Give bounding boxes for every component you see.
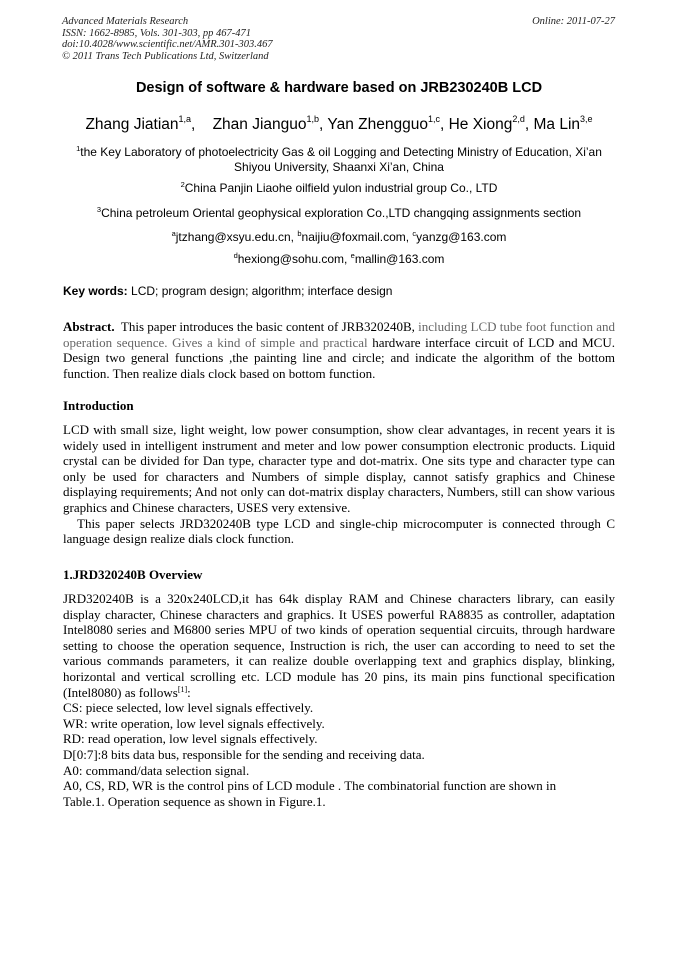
keywords-text: LCD; program design; algorithm; interface design <box>127 284 393 298</box>
paragraph: LCD with small size, light weight, low power consumption, show clear advantages, in recent years it is widely used in intelligent instrument and meter and low power consumption electronic products. Liquid crystal can be divided for Dan type, character type and dot-matrix. One sits type and character type can only be used for characters and Numbers of simple display, cannot satisfy graphics and Chinese displaying requirements; And not only can dot-matrix display characters, Numbers, still can show various graphics and Chinese characters, USES very extensive. <box>63 422 615 515</box>
pin-line: WR: write operation, low level signals effectively. <box>63 715 325 731</box>
author-name: Ma Lin <box>533 116 581 133</box>
introduction-body <box>63 422 615 547</box>
affiliation-text: the Key Laboratory of photoelectricity Gas & oil Logging and Detecting Ministry of Education, Xi’an Shiyou University, Shaanxi Xi’an, China <box>80 145 602 174</box>
abstract-text-gray: including LCD tube foot function and operation sequence. Gives a kind of simple and practical <box>63 319 616 350</box>
author-name: Zhang Jiatian <box>85 116 179 133</box>
email-mark: b <box>297 229 302 238</box>
keywords-label: Key words: <box>63 284 128 298</box>
pin-line: RD: read operation, low level signals effectively. <box>63 731 318 747</box>
pin-list <box>63 700 615 809</box>
email-line-2 <box>62 252 616 267</box>
affiliation-mark: 3 <box>96 205 102 214</box>
author-affiliation-mark: 1,a <box>178 114 192 124</box>
affiliation-3 <box>62 206 616 221</box>
email-mark: e <box>350 251 355 260</box>
author-name: Yan Zhengguo <box>327 116 428 133</box>
citation-ref: [1] <box>177 684 188 694</box>
affiliation-mark: 2 <box>180 180 185 189</box>
pin-line: A0: command/data selection signal. <box>63 762 250 778</box>
affiliation-mark: 1 <box>76 144 81 153</box>
author-separator: , <box>319 116 328 133</box>
email-mark: a <box>171 229 176 238</box>
author-name: He Xiong <box>448 116 513 133</box>
affiliation-1 <box>62 145 616 175</box>
author-name: Zhan Jianguo <box>212 116 307 133</box>
author-affiliation-mark: 2,d <box>512 114 525 124</box>
email-address: yanzg@163.com <box>416 230 507 244</box>
section-heading-introduction: Introduction <box>63 398 134 413</box>
abstract-text: This paper introduces the basic content of JRB320240B, <box>114 319 419 334</box>
email-mark: c <box>412 229 417 238</box>
pin-line: Table.1. Operation sequence as shown in Figure.1. <box>63 793 326 809</box>
pin-line: CS: piece selected, low level signals effectively. <box>63 700 314 716</box>
author-separator: , <box>191 116 213 133</box>
journal-doi: doi:10.4028/www.scientific.net/AMR.301-303.467 <box>62 39 273 50</box>
pin-line: D[0:7]:8 bits data bus, responsible for the sending and receiving data. <box>63 746 425 762</box>
email-mark: d <box>233 251 238 260</box>
journal-name: Advanced Materials Research <box>62 16 189 27</box>
abstract-label: Abstract. <box>63 319 115 334</box>
pin-line: A0, CS, RD, WR is the control pins of LCD module . The combinatorial function are shown in <box>63 778 557 794</box>
abstract-text: hardware interface circuit of LCD and MCU. Design two general functions ,the painting line and circle; and indicate the algorithm of the bottom function. Then realize dials clock based on bottom function. <box>63 334 615 381</box>
author-affiliation-mark: 1,c <box>427 114 440 124</box>
overview-body <box>63 591 615 809</box>
journal-issn: ISSN: 1662-8985, Vols. 301-303, pp 467-471 <box>62 27 251 39</box>
paragraph-text: JRD320240B is a 320x240LCD,it has 64k display RAM and Chinese characters library, can easily display character, Chinese characters and graphics. It USES powerful RA8835 as controller, adaptation Intel8080 series and M6800 series MPU of two kinds of operation sequential circuits, through hardware setting to choose the operation sequence, Instruction is rich, the user can according to need to set the various commands parameters, it can realize double overlapping text and graphics display, blinking, horizontal and vertical scrolling etc. LCD module has 20 pins, its main pins functional specification (Intel8080) as follows <box>63 591 615 700</box>
section-heading-overview: 1.JRD320240B Overview <box>63 567 203 582</box>
affiliation-2 <box>62 181 616 196</box>
paper-title: Design of software & hardware based on JRB230240B LCD <box>135 80 543 96</box>
author-affiliation-mark: 3,e <box>580 114 593 124</box>
email-address: hexiong@sohu.com, <box>237 252 351 266</box>
author-affiliation-mark: 1,b <box>306 114 320 124</box>
author-list <box>0 116 678 134</box>
author-separator: , <box>439 116 449 133</box>
paragraph <box>63 591 615 700</box>
journal-copyright: © 2011 Trans Tech Publications Ltd, Switzerland <box>62 50 269 62</box>
email-address: mallin@163.com <box>354 252 445 266</box>
affiliation-text: China Panjin Liaohe oilfield yulon industrial group Co., LTD <box>184 181 498 195</box>
abstract <box>63 319 615 381</box>
online-date: Online: 2011-07-27 <box>532 16 615 27</box>
affiliation-text: China petroleum Oriental geophysical exploration Co.,LTD changqing assignments section <box>101 206 582 220</box>
journal-header <box>62 16 615 62</box>
keywords <box>63 284 615 298</box>
email-address: naijiu@foxmail.com, <box>301 230 413 244</box>
paragraph: This paper selects JRD320240B type LCD and single-chip microcomputer is connected through C language design realize dials clock function. <box>63 515 615 547</box>
author-separator: , <box>524 116 534 133</box>
paragraph-text: : <box>187 684 191 700</box>
email-address: jtzhang@xsyu.edu.cn, <box>175 230 298 244</box>
email-line-1 <box>62 230 616 245</box>
